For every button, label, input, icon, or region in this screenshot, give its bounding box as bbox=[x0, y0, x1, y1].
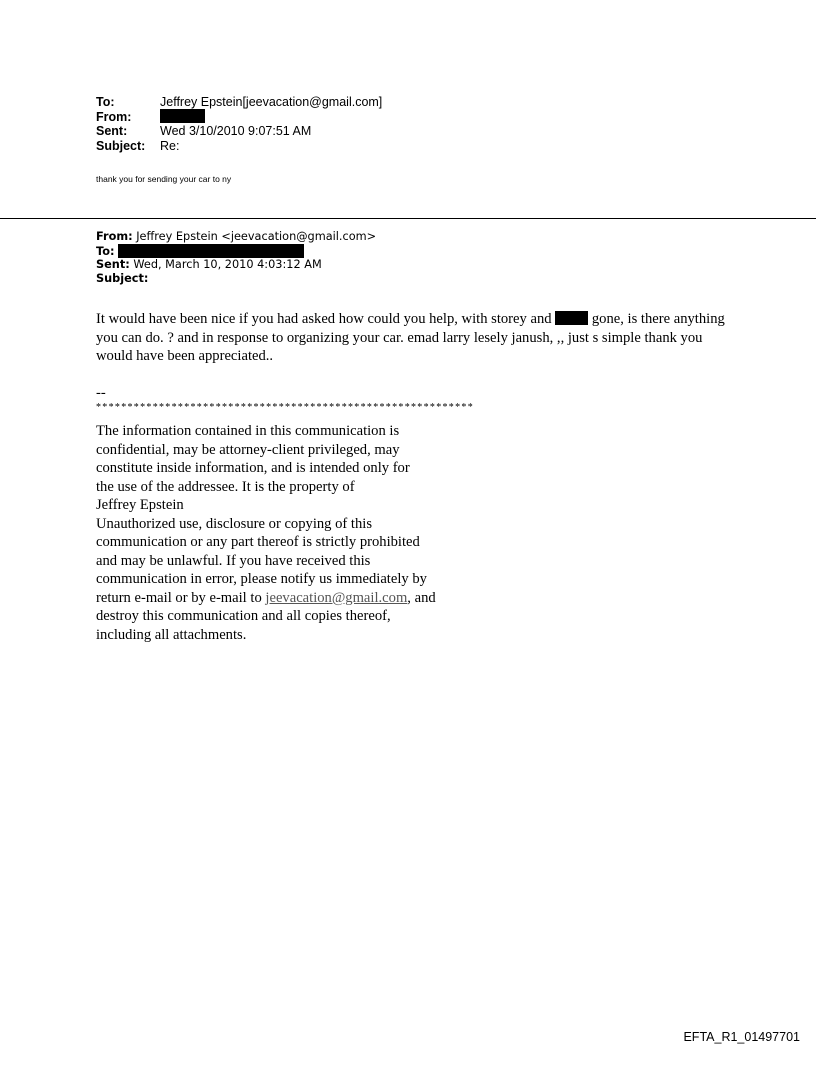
quoted-sent-label: Sent: bbox=[96, 258, 130, 271]
reply-text: thank you for sending your car to ny bbox=[96, 174, 232, 184]
subject-label: Subject: bbox=[96, 138, 146, 153]
disclaimer-line: The information contained in this communication is bbox=[96, 423, 400, 439]
subject-row bbox=[96, 139, 382, 154]
body-text-part2: gone, is there anything you can do. ? and in response to organizing your car. emad larry lesely janush, ,, just s simple thank you would have been appreciated.. bbox=[96, 311, 725, 365]
quoted-from-value: Jeffrey Epstein <jeevacation@gmail.com> bbox=[136, 230, 377, 243]
quoted-header bbox=[96, 230, 376, 286]
subject-value: Re: bbox=[160, 138, 180, 153]
redaction-box bbox=[118, 244, 304, 258]
quoted-from-label: From: bbox=[96, 230, 133, 243]
quoted-from-row bbox=[96, 230, 376, 244]
disclaimer-line: constitute inside information, and is intended only for bbox=[96, 460, 410, 476]
quoted-sent-value: Wed, March 10, 2010 4:03:12 AM bbox=[133, 258, 322, 271]
redaction-box bbox=[555, 311, 588, 325]
quoted-subject-label: Subject: bbox=[96, 272, 149, 285]
signature-block bbox=[96, 384, 474, 644]
signature-stars: ************************************************************ bbox=[96, 402, 474, 413]
message-body bbox=[96, 310, 736, 366]
disclaimer-line: including all attachments. bbox=[96, 626, 247, 643]
to-value: Jeffrey Epstein[jeevacation@gmail.com] bbox=[160, 95, 383, 109]
quoted-sent-row bbox=[96, 258, 376, 272]
document-id: EFTA_R1_01497701 bbox=[683, 1030, 800, 1044]
return-prefix: return e-mail or by e-mail to bbox=[96, 589, 262, 606]
from-label: From: bbox=[96, 109, 132, 124]
disclaimer-line: communication in error, please notify us immediately by bbox=[96, 571, 427, 587]
redaction-box bbox=[160, 109, 205, 123]
disclaimer-line: and may be unlawful. If you have received this bbox=[96, 552, 371, 569]
sent-row bbox=[96, 124, 382, 139]
quoted-to-label: To: bbox=[96, 245, 115, 258]
disclaimer-line: Jeffrey Epstein bbox=[96, 497, 184, 513]
to-label: To: bbox=[96, 95, 115, 109]
divider bbox=[0, 218, 816, 219]
sent-label: Sent: bbox=[96, 124, 128, 138]
body-text-part1: It would have been nice if you had asked how could you help, with storey and bbox=[96, 311, 552, 327]
quoted-subject-row bbox=[96, 272, 376, 286]
disclaimer-line: destroy this communication and all copies thereof, bbox=[96, 608, 391, 624]
disclaimer-line: the use of the addressee. It is the property of bbox=[96, 478, 355, 495]
from-row bbox=[96, 110, 382, 125]
quoted-to-row bbox=[96, 244, 376, 258]
sent-value: Wed 3/10/2010 9:07:51 AM bbox=[160, 124, 312, 138]
to-row bbox=[96, 95, 382, 110]
return-suffix: , and bbox=[407, 589, 436, 606]
email-header bbox=[96, 95, 382, 153]
email-link[interactable]: jeevacation@gmail.com bbox=[265, 589, 408, 606]
signature-dash: -- bbox=[96, 385, 106, 401]
disclaimer-return-line bbox=[96, 589, 474, 608]
disclaimer-line: communication or any part thereof is strictly prohibited bbox=[96, 534, 420, 550]
disclaimer-line: confidential, may be attorney-client privileged, may bbox=[96, 441, 400, 458]
disclaimer-line: Unauthorized use, disclosure or copying of this bbox=[96, 515, 373, 532]
from-value bbox=[160, 110, 205, 125]
